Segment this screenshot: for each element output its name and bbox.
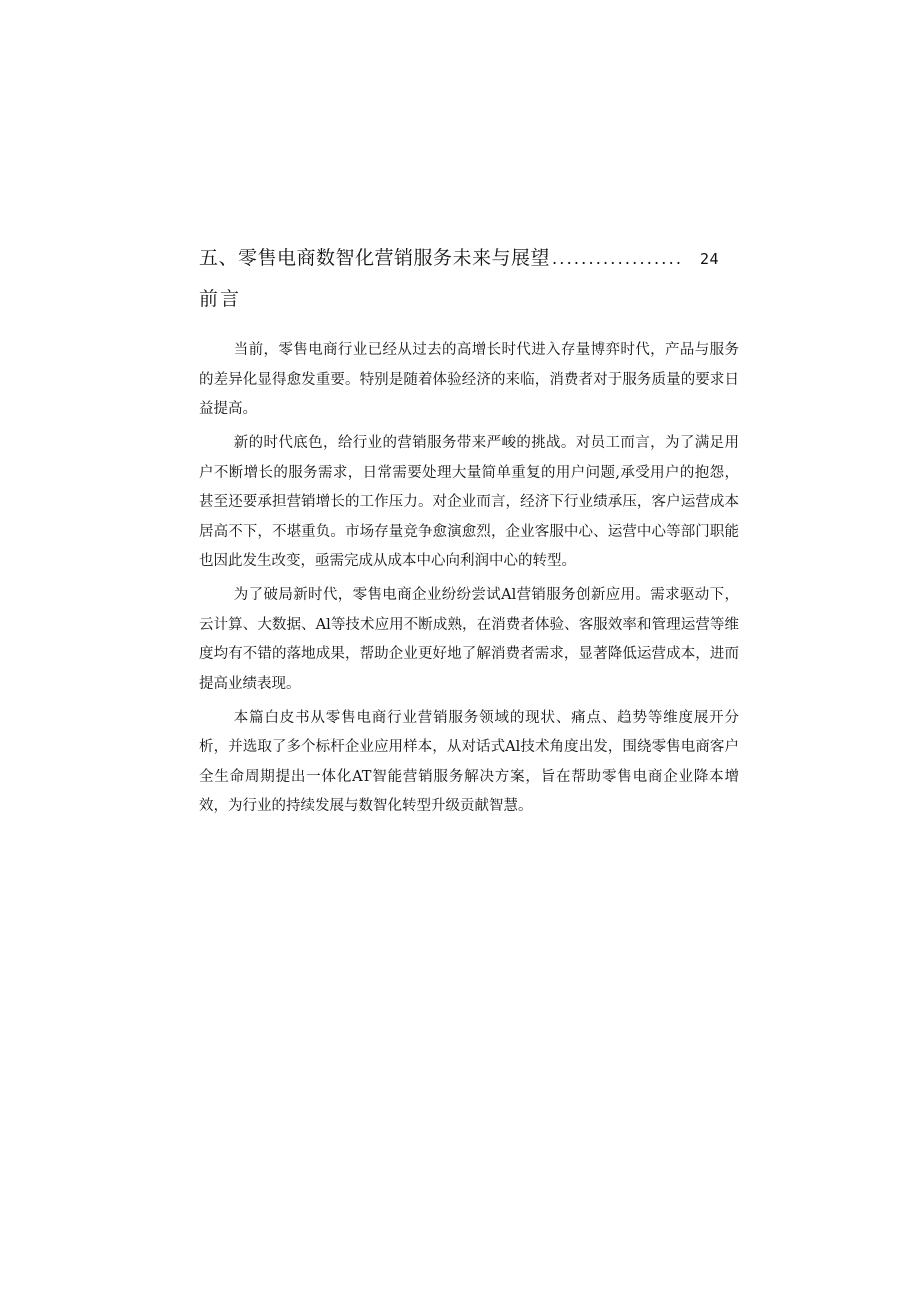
paragraph-4: 本篇白皮书从零售电商行业营销服务领域的现状、痛点、趋势等维度展开分析，并选取了多个标杆企业应用样本，从对话式Al技术角度出发，围绕零售电商客户全生命周期提出一体化AT智能营销服务解决方案，旨在帮助零售电商企业降本增效，为行业的持续发展与数智化转型升级贡献智慧。 (199, 709, 739, 814)
paragraph-1: 当前，零售电商行业已经从过去的高增长时代进入存量博弈时代，产品与服务的差异化显得愈发重要。特别是随着体验经济的来临，消费者对于服务质量的要求日益提高。 (199, 342, 739, 417)
toc-entry-title: 五、零售电商数智化营销服务未来与展望 (199, 247, 551, 269)
toc-entry[interactable] (199, 243, 719, 273)
toc-page-number: 24 (699, 250, 719, 268)
paragraph-3: 为了破局新时代，零售电商企业纷纷尝试Al营销服务创新应用。需求驱动下，云计算、大数据、Al等技术应用不断成熟，在消费者体验、客服效率和管理运营等维度均有不错的落地成果，帮助企业更好地了解消费者需求，显著降低运营成本，进而提高业绩表现。 (199, 587, 739, 692)
toc-leader-dots: .................. (552, 249, 684, 268)
paragraph-2: 新的时代底色，给行业的营销服务带来严峻的挑战。对员工而言，为了满足用户不断增长的服务需求，日常需要处理大量简单重复的用户问题,承受用户的抱怨，甚至还要承担营销增长的工作压力。对企业而言，经济下行业绩承压，客户运营成本居高不下，不堪重负。市场存量竞争愈演愈烈，企业客服中心、运营中心等部门职能也因此发生改变，亟需完成从成本中心向利润中心的转型。 (199, 435, 739, 569)
body-text (199, 336, 739, 826)
section-heading: 前言 (199, 288, 242, 310)
